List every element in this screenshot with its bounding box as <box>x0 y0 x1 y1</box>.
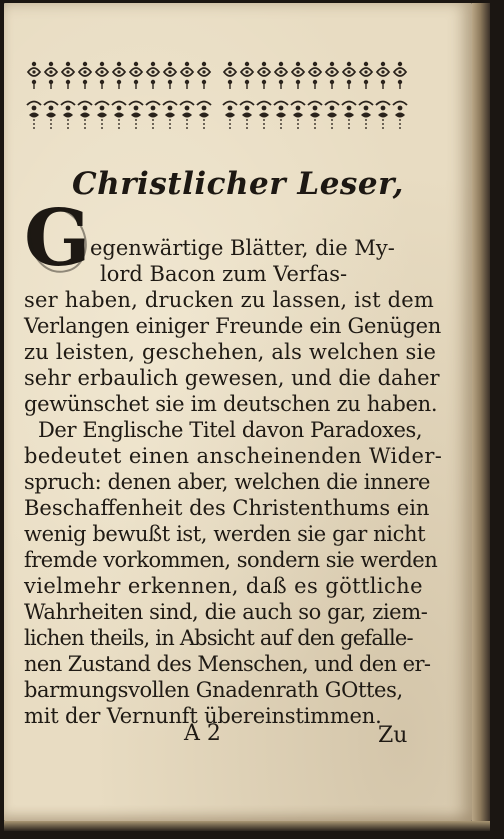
text-line-15: Wahrheiten sind, die auch so gar, ziem- <box>24 600 428 624</box>
text-line-13: fremde vorkommen, sondern sie werden <box>24 548 438 572</box>
section-heading: Christlicher Leser, <box>72 166 404 202</box>
text-line-19: mit der Vernunft übereinstimmen. <box>24 704 382 728</box>
text-line-5: zu leisten, geschehen, als welchen sie <box>24 340 437 364</box>
paper-page <box>4 3 472 821</box>
top-ornament-band <box>26 58 412 90</box>
page-bottom-edge <box>4 821 490 831</box>
text-line-8: Der Englische Titel davon Paradoxes, <box>38 418 423 442</box>
text-line-18: barmungsvollen Gnadenrath GOttes, <box>24 678 403 702</box>
text-line-3: ser haben, drucken zu lassen, ist dem <box>24 288 434 312</box>
text-line-2: lord Bacon zum Verfas- <box>100 262 348 286</box>
text-line-11: Beschaffenheit des Christenthums ein <box>24 496 430 520</box>
text-line-17: nen Zustand des Menschen, und den er- <box>24 652 431 676</box>
text-line-9: bedeutet einen anscheinenden Wider- <box>24 444 443 468</box>
text-line-6: sehr erbaulich gewesen, und die daher <box>24 366 440 390</box>
page-fold-shadow <box>472 3 490 821</box>
text-line-16: lichen theils, in Absicht auf den gefalle- <box>24 626 413 650</box>
text-line-14: vielmehr erkennen, daß es göttliche <box>24 574 423 598</box>
text-line-7: gewünschet sie im deutschen zu haben. <box>24 392 438 416</box>
text-line-10: spruch: denen aber, welchen die innere <box>24 470 431 494</box>
text-line-12: wenig bewußt ist, werden sie gar nicht <box>24 522 426 546</box>
signature-mark: A 2 <box>184 721 221 746</box>
ornament-row-1 <box>26 58 412 90</box>
ornament-row-2 <box>26 99 412 131</box>
catchword: Zu <box>378 723 408 748</box>
bottom-ornament-band <box>26 99 412 131</box>
text-line-1: egenwärtige Blätter, die My- <box>90 236 395 260</box>
text-line-4: Verlangen einiger Freunde ein Genügen <box>24 314 442 338</box>
drop-cap-initial: G <box>24 193 91 284</box>
